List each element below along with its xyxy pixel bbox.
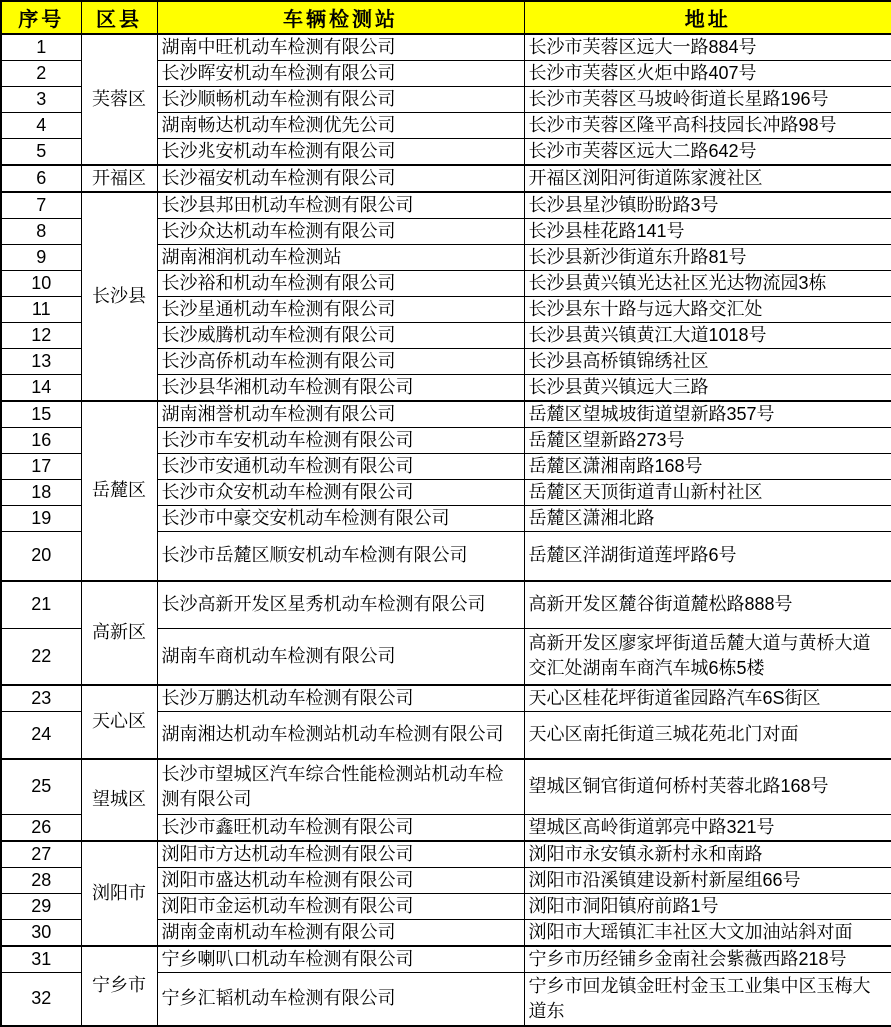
address-cell: 高新开发区廖家坪街道岳麓大道与黄桥大道交汇处湖南车商汽车城6栋5楼 xyxy=(524,629,891,685)
station-name-cell: 长沙星通机动车检测有限公司 xyxy=(157,297,524,323)
address-cell: 长沙市芙蓉区隆平高科技园长冲路98号 xyxy=(524,113,891,139)
address-cell: 天心区桂花坪街道雀园路汽车6S街区 xyxy=(524,685,891,712)
row-number-cell: 20 xyxy=(1,532,81,581)
address-cell: 长沙县黄兴镇光达社区光达物流园3栋 xyxy=(524,271,891,297)
station-name-cell: 湖南中旺机动车检测有限公司 xyxy=(157,34,524,61)
col-header-address: 地址 xyxy=(524,1,891,34)
row-number-cell: 5 xyxy=(1,139,81,166)
row-number-cell: 24 xyxy=(1,711,81,759)
row-number-cell: 25 xyxy=(1,759,81,814)
address-cell: 浏阳市永安镇永新村永和南路 xyxy=(524,841,891,868)
address-cell: 长沙县星沙镇盼盼路3号 xyxy=(524,192,891,219)
row-number-cell: 27 xyxy=(1,841,81,868)
row-number-cell: 6 xyxy=(1,165,81,192)
row-number-cell: 32 xyxy=(1,972,81,1026)
station-name-cell: 长沙县邦田机动车检测有限公司 xyxy=(157,192,524,219)
station-name-cell: 湖南畅达机动车检测优先公司 xyxy=(157,113,524,139)
address-cell: 望城区高岭街道郭亮中路321号 xyxy=(524,814,891,841)
table-row xyxy=(1,685,891,712)
station-name-cell: 湖南金南机动车检测有限公司 xyxy=(157,919,524,946)
address-cell: 长沙县东十路与远大路交汇处 xyxy=(524,297,891,323)
table-row xyxy=(1,946,891,973)
row-number-cell: 22 xyxy=(1,629,81,685)
address-cell: 长沙县新沙街道东升路81号 xyxy=(524,245,891,271)
row-number-cell: 21 xyxy=(1,581,81,629)
address-cell: 长沙县高桥镇锦绣社区 xyxy=(524,349,891,375)
district-cell: 天心区 xyxy=(81,685,157,760)
row-number-cell: 18 xyxy=(1,480,81,506)
station-name-cell: 长沙市鑫旺机动车检测有限公司 xyxy=(157,814,524,841)
row-number-cell: 8 xyxy=(1,219,81,245)
district-cell: 长沙县 xyxy=(81,192,157,401)
address-cell: 高新开发区麓谷街道麓松路888号 xyxy=(524,581,891,629)
address-cell: 岳麓区潇湘北路 xyxy=(524,506,891,532)
station-name-cell: 长沙裕和机动车检测有限公司 xyxy=(157,271,524,297)
row-number-cell: 13 xyxy=(1,349,81,375)
row-number-cell: 30 xyxy=(1,919,81,946)
row-number-cell: 26 xyxy=(1,814,81,841)
row-number-cell: 3 xyxy=(1,87,81,113)
address-cell: 望城区铜官街道何桥村芙蓉北路168号 xyxy=(524,759,891,814)
row-number-cell: 17 xyxy=(1,454,81,480)
col-header-district: 区县 xyxy=(81,1,157,34)
address-cell: 岳麓区望城坡街道望新路357号 xyxy=(524,401,891,428)
row-number-cell: 12 xyxy=(1,323,81,349)
address-cell: 长沙县黄兴镇黄江大道1018号 xyxy=(524,323,891,349)
district-cell: 望城区 xyxy=(81,759,157,841)
address-cell: 开福区浏阳河街道陈家渡社区 xyxy=(524,165,891,192)
table-row xyxy=(1,165,891,192)
address-cell: 浏阳市大瑶镇汇丰社区大文加油站斜对面 xyxy=(524,919,891,946)
district-cell: 岳麓区 xyxy=(81,401,157,581)
row-number-cell: 16 xyxy=(1,428,81,454)
address-cell: 长沙市芙蓉区马坡岭街道长星路196号 xyxy=(524,87,891,113)
address-cell: 长沙市芙蓉区远大一路884号 xyxy=(524,34,891,61)
table-row xyxy=(1,581,891,629)
row-number-cell: 4 xyxy=(1,113,81,139)
address-cell: 浏阳市沿溪镇建设新村新屋组66号 xyxy=(524,867,891,893)
station-name-cell: 湖南车商机动车检测有限公司 xyxy=(157,629,524,685)
district-cell: 宁乡市 xyxy=(81,946,157,1027)
address-cell: 岳麓区洋湖街道莲坪路6号 xyxy=(524,532,891,581)
table-body xyxy=(1,34,891,1026)
address-cell: 长沙市芙蓉区远大二路642号 xyxy=(524,139,891,166)
station-name-cell: 长沙市中豪交安机动车检测有限公司 xyxy=(157,506,524,532)
district-cell: 高新区 xyxy=(81,581,157,685)
row-number-cell: 9 xyxy=(1,245,81,271)
row-number-cell: 14 xyxy=(1,375,81,402)
address-cell: 岳麓区潇湘南路168号 xyxy=(524,454,891,480)
station-name-cell: 浏阳市金运机动车检测有限公司 xyxy=(157,893,524,919)
row-number-cell: 2 xyxy=(1,61,81,87)
station-name-cell: 浏阳市盛达机动车检测有限公司 xyxy=(157,867,524,893)
station-name-cell: 长沙福安机动车检测有限公司 xyxy=(157,165,524,192)
station-name-cell: 长沙市望城区汽车综合性能检测站机动车检测有限公司 xyxy=(157,759,524,814)
station-name-cell: 长沙市安通机动车检测有限公司 xyxy=(157,454,524,480)
row-number-cell: 11 xyxy=(1,297,81,323)
col-header-no: 序号 xyxy=(1,1,81,34)
station-name-cell: 长沙兆安机动车检测有限公司 xyxy=(157,139,524,166)
station-name-cell: 长沙顺畅机动车检测有限公司 xyxy=(157,87,524,113)
district-cell: 开福区 xyxy=(81,165,157,192)
table-row xyxy=(1,34,891,61)
row-number-cell: 1 xyxy=(1,34,81,61)
station-name-cell: 长沙众达机动车检测有限公司 xyxy=(157,219,524,245)
row-number-cell: 15 xyxy=(1,401,81,428)
station-name-cell: 长沙万鹏达机动车检测有限公司 xyxy=(157,685,524,712)
station-name-cell: 长沙晖安机动车检测有限公司 xyxy=(157,61,524,87)
address-cell: 宁乡市历经铺乡金南社会紫薇西路218号 xyxy=(524,946,891,973)
station-name-cell: 宁乡汇韬机动车检测有限公司 xyxy=(157,972,524,1026)
table-row xyxy=(1,759,891,814)
address-cell: 长沙县桂花路141号 xyxy=(524,219,891,245)
district-cell: 芙蓉区 xyxy=(81,34,157,165)
address-cell: 天心区南托街道三城花苑北门对面 xyxy=(524,711,891,759)
address-cell: 岳麓区天顶街道青山新村社区 xyxy=(524,480,891,506)
station-name-cell: 长沙市岳麓区顺安机动车检测有限公司 xyxy=(157,532,524,581)
address-cell: 长沙市芙蓉区火炬中路407号 xyxy=(524,61,891,87)
district-cell: 浏阳市 xyxy=(81,841,157,946)
header-row xyxy=(1,1,891,34)
row-number-cell: 10 xyxy=(1,271,81,297)
row-number-cell: 23 xyxy=(1,685,81,712)
station-name-cell: 长沙高侨机动车检测有限公司 xyxy=(157,349,524,375)
station-name-cell: 长沙威腾机动车检测有限公司 xyxy=(157,323,524,349)
station-name-cell: 长沙市众安机动车检测有限公司 xyxy=(157,480,524,506)
table-row xyxy=(1,401,891,428)
row-number-cell: 28 xyxy=(1,867,81,893)
station-name-cell: 浏阳市方达机动车检测有限公司 xyxy=(157,841,524,868)
station-name-cell: 湖南湘润机动车检测站 xyxy=(157,245,524,271)
address-cell: 岳麓区望新路273号 xyxy=(524,428,891,454)
table-row xyxy=(1,841,891,868)
station-name-cell: 湖南湘誉机动车检测有限公司 xyxy=(157,401,524,428)
table-header xyxy=(1,1,891,34)
station-name-cell: 长沙县华湘机动车检测有限公司 xyxy=(157,375,524,402)
address-cell: 宁乡市回龙镇金旺村金玉工业集中区玉梅大道东 xyxy=(524,972,891,1026)
row-number-cell: 7 xyxy=(1,192,81,219)
table-row xyxy=(1,192,891,219)
address-cell: 长沙县黄兴镇远大三路 xyxy=(524,375,891,402)
station-name-cell: 长沙市车安机动车检测有限公司 xyxy=(157,428,524,454)
row-number-cell: 29 xyxy=(1,893,81,919)
row-number-cell: 31 xyxy=(1,946,81,973)
station-name-cell: 湖南湘达机动车检测站机动车检测有限公司 xyxy=(157,711,524,759)
row-number-cell: 19 xyxy=(1,506,81,532)
station-name-cell: 长沙高新开发区星秀机动车检测有限公司 xyxy=(157,581,524,629)
address-cell: 浏阳市洞阳镇府前路1号 xyxy=(524,893,891,919)
station-name-cell: 宁乡喇叭口机动车检测有限公司 xyxy=(157,946,524,973)
col-header-station: 车辆检测站 xyxy=(157,1,524,34)
